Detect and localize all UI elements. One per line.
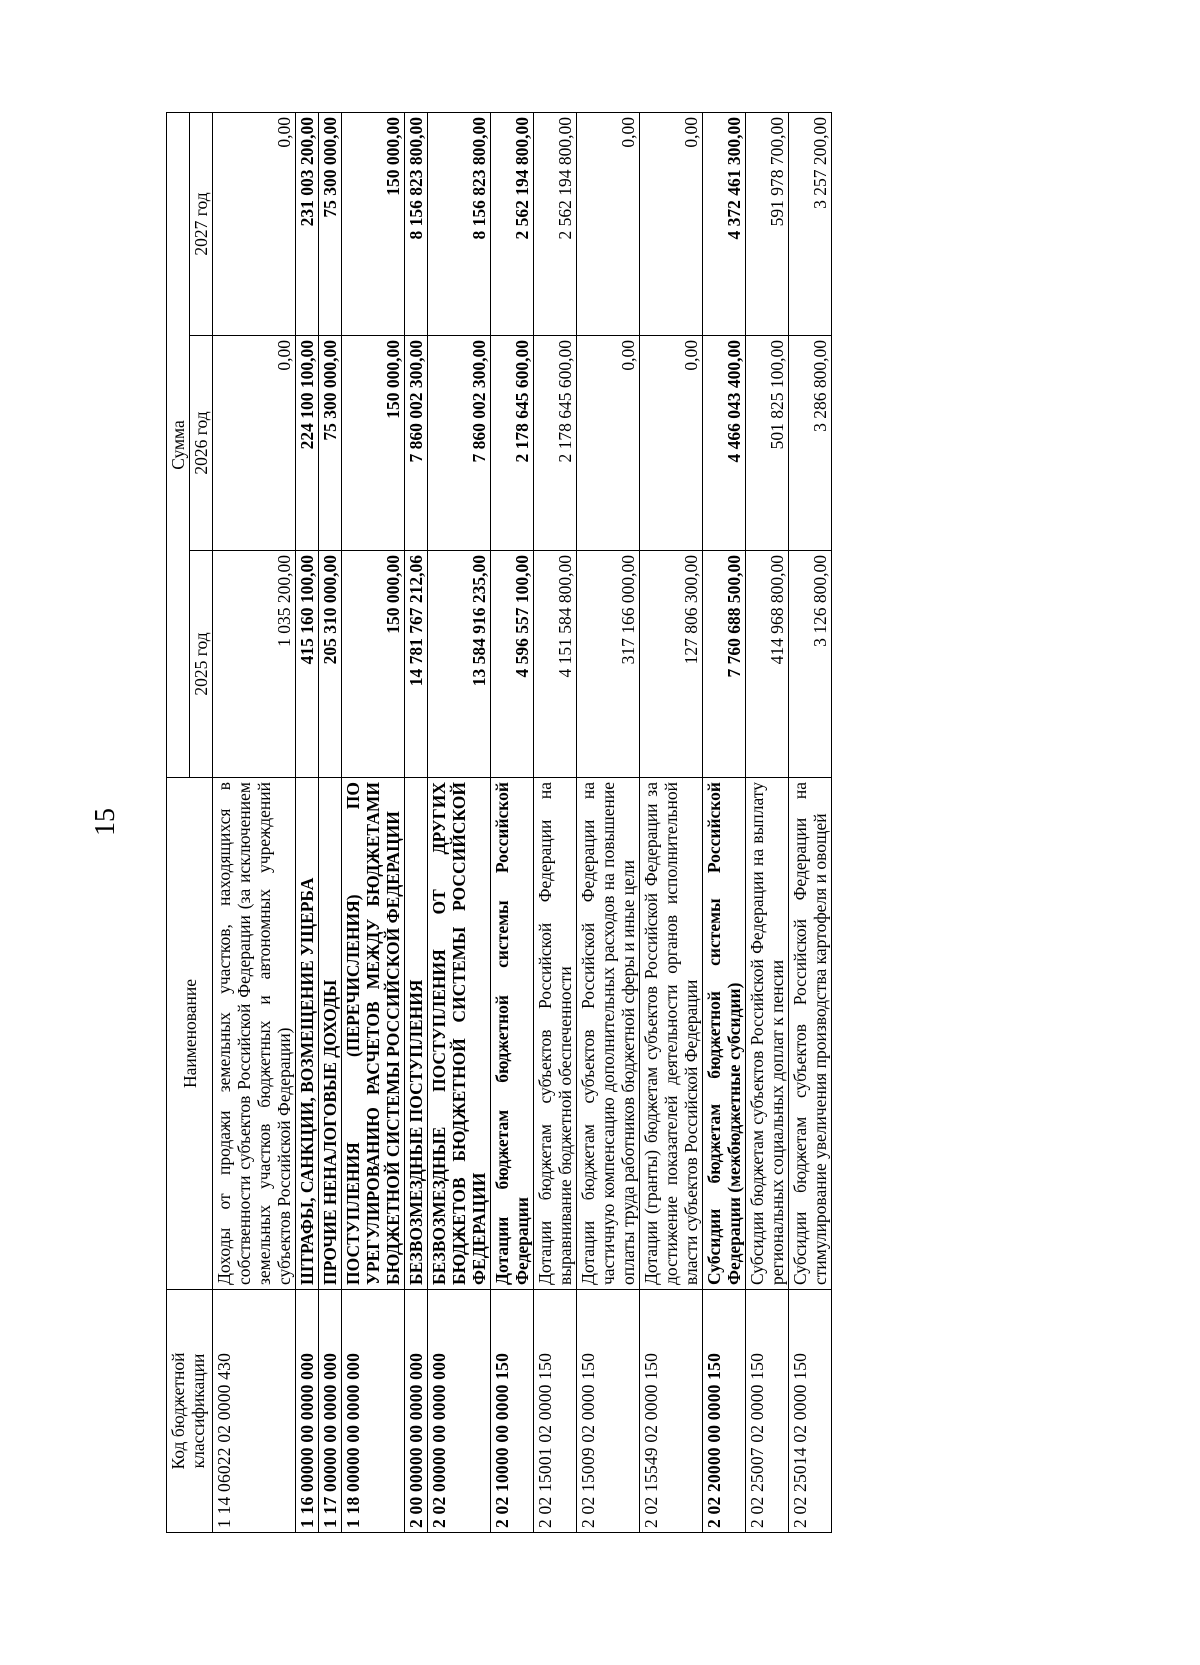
amount-2027-cell: 0,00	[577, 112, 640, 335]
code-cell: 2 02 15001 02 0000 150	[534, 1290, 577, 1533]
name-cell: БЕЗВОЗМЕЗДНЫЕ ПОСТУПЛЕНИЯ	[405, 778, 428, 1290]
name-cell: ШТРАФЫ, САНКЦИИ, ВОЗМЕЩЕНИЕ УЩЕРБА	[296, 778, 319, 1290]
name-cell: Дотации бюджетам субъектов Российской Федерации на частичную компенсацию дополнительных расходов на повышение оплаты труда работников бюджетной сферы и иные цели	[577, 778, 640, 1290]
amount-2027-cell: 0,00	[213, 112, 296, 335]
table-row	[789, 112, 832, 1532]
amount-2026-cell: 0,00	[640, 336, 703, 551]
name-cell: БЕЗВОЗМЕЗДНЫЕ ПОСТУПЛЕНИЯ ОТ ДРУГИХ БЮДЖЕТОВ БЮДЖЕТНОЙ СИСТЕМЫ РОССИЙСКОЙ ФЕДЕРАЦИИ	[428, 778, 491, 1290]
amount-2026-cell: 2 178 645 600,00	[491, 336, 534, 551]
amount-2026-cell: 0,00	[213, 336, 296, 551]
amount-2027-cell: 2 562 194 800,00	[534, 112, 577, 335]
amount-2027-cell: 3 257 200,00	[789, 112, 832, 335]
amount-2027-cell: 591 978 700,00	[746, 112, 789, 335]
amount-2025-cell: 4 151 584 800,00	[534, 551, 577, 778]
code-cell: 2 02 25007 02 0000 150	[746, 1290, 789, 1533]
amount-2027-cell: 8 156 823 800,00	[405, 112, 428, 335]
table-row	[746, 112, 789, 1532]
amount-2027-cell: 150 000,00	[342, 112, 405, 335]
table-row	[703, 112, 746, 1532]
amount-2025-cell: 415 160 100,00	[296, 551, 319, 778]
code-cell: 2 00 00000 00 0000 000	[405, 1290, 428, 1533]
name-cell: ПРОЧИЕ НЕНАЛОГОВЫЕ ДОХОДЫ	[319, 778, 342, 1290]
header-year-2025: 2025 год	[190, 551, 213, 778]
amount-2026-cell: 75 300 000,00	[319, 336, 342, 551]
page-number: 15	[90, 808, 121, 836]
name-cell: Дотации бюджетам субъектов Российской Федерации на выравнивание бюджетной обеспеченности	[534, 778, 577, 1290]
amount-2026-cell: 224 100 100,00	[296, 336, 319, 551]
code-cell: 2 02 10000 00 0000 150	[491, 1290, 534, 1533]
amount-2027-cell: 4 372 461 300,00	[703, 112, 746, 335]
amount-2025-cell: 127 806 300,00	[640, 551, 703, 778]
amount-2025-cell: 14 781 767 212,06	[405, 551, 428, 778]
amount-2026-cell: 2 178 645 600,00	[534, 336, 577, 551]
amount-2025-cell: 414 968 800,00	[746, 551, 789, 778]
code-cell: 2 02 25014 02 0000 150	[789, 1290, 832, 1533]
code-cell: 2 02 00000 00 0000 000	[428, 1290, 491, 1533]
table-row	[405, 112, 428, 1532]
budget-table-wrapper	[166, 113, 1041, 1533]
amount-2026-cell: 3 286 800,00	[789, 336, 832, 551]
amount-2026-cell: 7 860 002 300,00	[405, 336, 428, 551]
code-cell: 1 14 06022 02 0000 430	[213, 1290, 296, 1533]
amount-2025-cell: 150 000,00	[342, 551, 405, 778]
amount-2025-cell: 4 596 557 100,00	[491, 551, 534, 778]
code-cell: 2 02 15009 02 0000 150	[577, 1290, 640, 1533]
table-row	[213, 112, 296, 1532]
code-cell: 2 02 20000 00 0000 150	[703, 1290, 746, 1533]
name-cell: Дотации (гранты) бюджетам субъектов Российской Федерации за достижение показателей деятельности органов исполнительной власти субъектов Российской Федерации	[640, 778, 703, 1290]
code-cell: 1 17 00000 00 0000 000	[319, 1290, 342, 1533]
amount-2025-cell: 317 166 000,00	[577, 551, 640, 778]
name-cell: ПОСТУПЛЕНИЯ (ПЕРЕЧИСЛЕНИЯ) ПО УРЕГУЛИРОВАНИЮ РАСЧЕТОВ МЕЖДУ БЮДЖЕТАМИ БЮДЖЕТНОЙ СИСТЕМЫ РОССИЙСКОЙ ФЕДЕРАЦИИ	[342, 778, 405, 1290]
amount-2026-cell: 501 825 100,00	[746, 336, 789, 551]
header-name: Наименование	[167, 778, 213, 1290]
table-row	[319, 112, 342, 1532]
budget-table	[166, 112, 832, 1533]
code-cell: 1 18 00000 00 0000 000	[342, 1290, 405, 1533]
amount-2026-cell: 0,00	[577, 336, 640, 551]
table-row	[296, 112, 319, 1532]
amount-2026-cell: 7 860 002 300,00	[428, 336, 491, 551]
table-row	[342, 112, 405, 1532]
header-year-2026: 2026 год	[190, 336, 213, 551]
table-body	[213, 112, 832, 1532]
amount-2027-cell: 0,00	[640, 112, 703, 335]
table-row	[428, 112, 491, 1532]
table-row	[491, 112, 534, 1532]
header-sum: Сумма	[167, 112, 190, 777]
name-cell: Доходы от продажи земельных участков, находящихся в собственности субъектов Российской Федерации (за исключением земельных участков бюджетных и автономных учреждений субъектов Российской Федерации)	[213, 778, 296, 1290]
table-row	[534, 112, 577, 1532]
amount-2025-cell: 205 310 000,00	[319, 551, 342, 778]
code-cell: 2 02 15549 02 0000 150	[640, 1290, 703, 1533]
header-code: Код бюджетной классификации	[167, 1290, 213, 1533]
amount-2025-cell: 3 126 800,00	[789, 551, 832, 778]
name-cell: Субсидии бюджетам субъектов Российской Федерации на стимулирование увеличения производства картофеля и овощей	[789, 778, 832, 1290]
amount-2027-cell: 231 003 200,00	[296, 112, 319, 335]
amount-2027-cell: 2 562 194 800,00	[491, 112, 534, 335]
name-cell: Субсидии бюджетам субъектов Российской Федерации на выплату региональных социальных доплат к пенсии	[746, 778, 789, 1290]
name-cell: Дотации бюджетам бюджетной системы Российской Федерации	[491, 778, 534, 1290]
amount-2026-cell: 150 000,00	[342, 336, 405, 551]
header-year-2027: 2027 год	[190, 112, 213, 335]
amount-2027-cell: 75 300 000,00	[319, 112, 342, 335]
amount-2026-cell: 4 466 043 400,00	[703, 336, 746, 551]
code-cell: 1 16 00000 00 0000 000	[296, 1290, 319, 1533]
table-row	[577, 112, 640, 1532]
name-cell: Субсидии бюджетам бюджетной системы Российской Федерации (межбюджетные субсидии)	[703, 778, 746, 1290]
amount-2027-cell: 8 156 823 800,00	[428, 112, 491, 335]
amount-2025-cell: 13 584 916 235,00	[428, 551, 491, 778]
table-row	[640, 112, 703, 1532]
amount-2025-cell: 7 760 688 500,00	[703, 551, 746, 778]
amount-2025-cell: 1 035 200,00	[213, 551, 296, 778]
